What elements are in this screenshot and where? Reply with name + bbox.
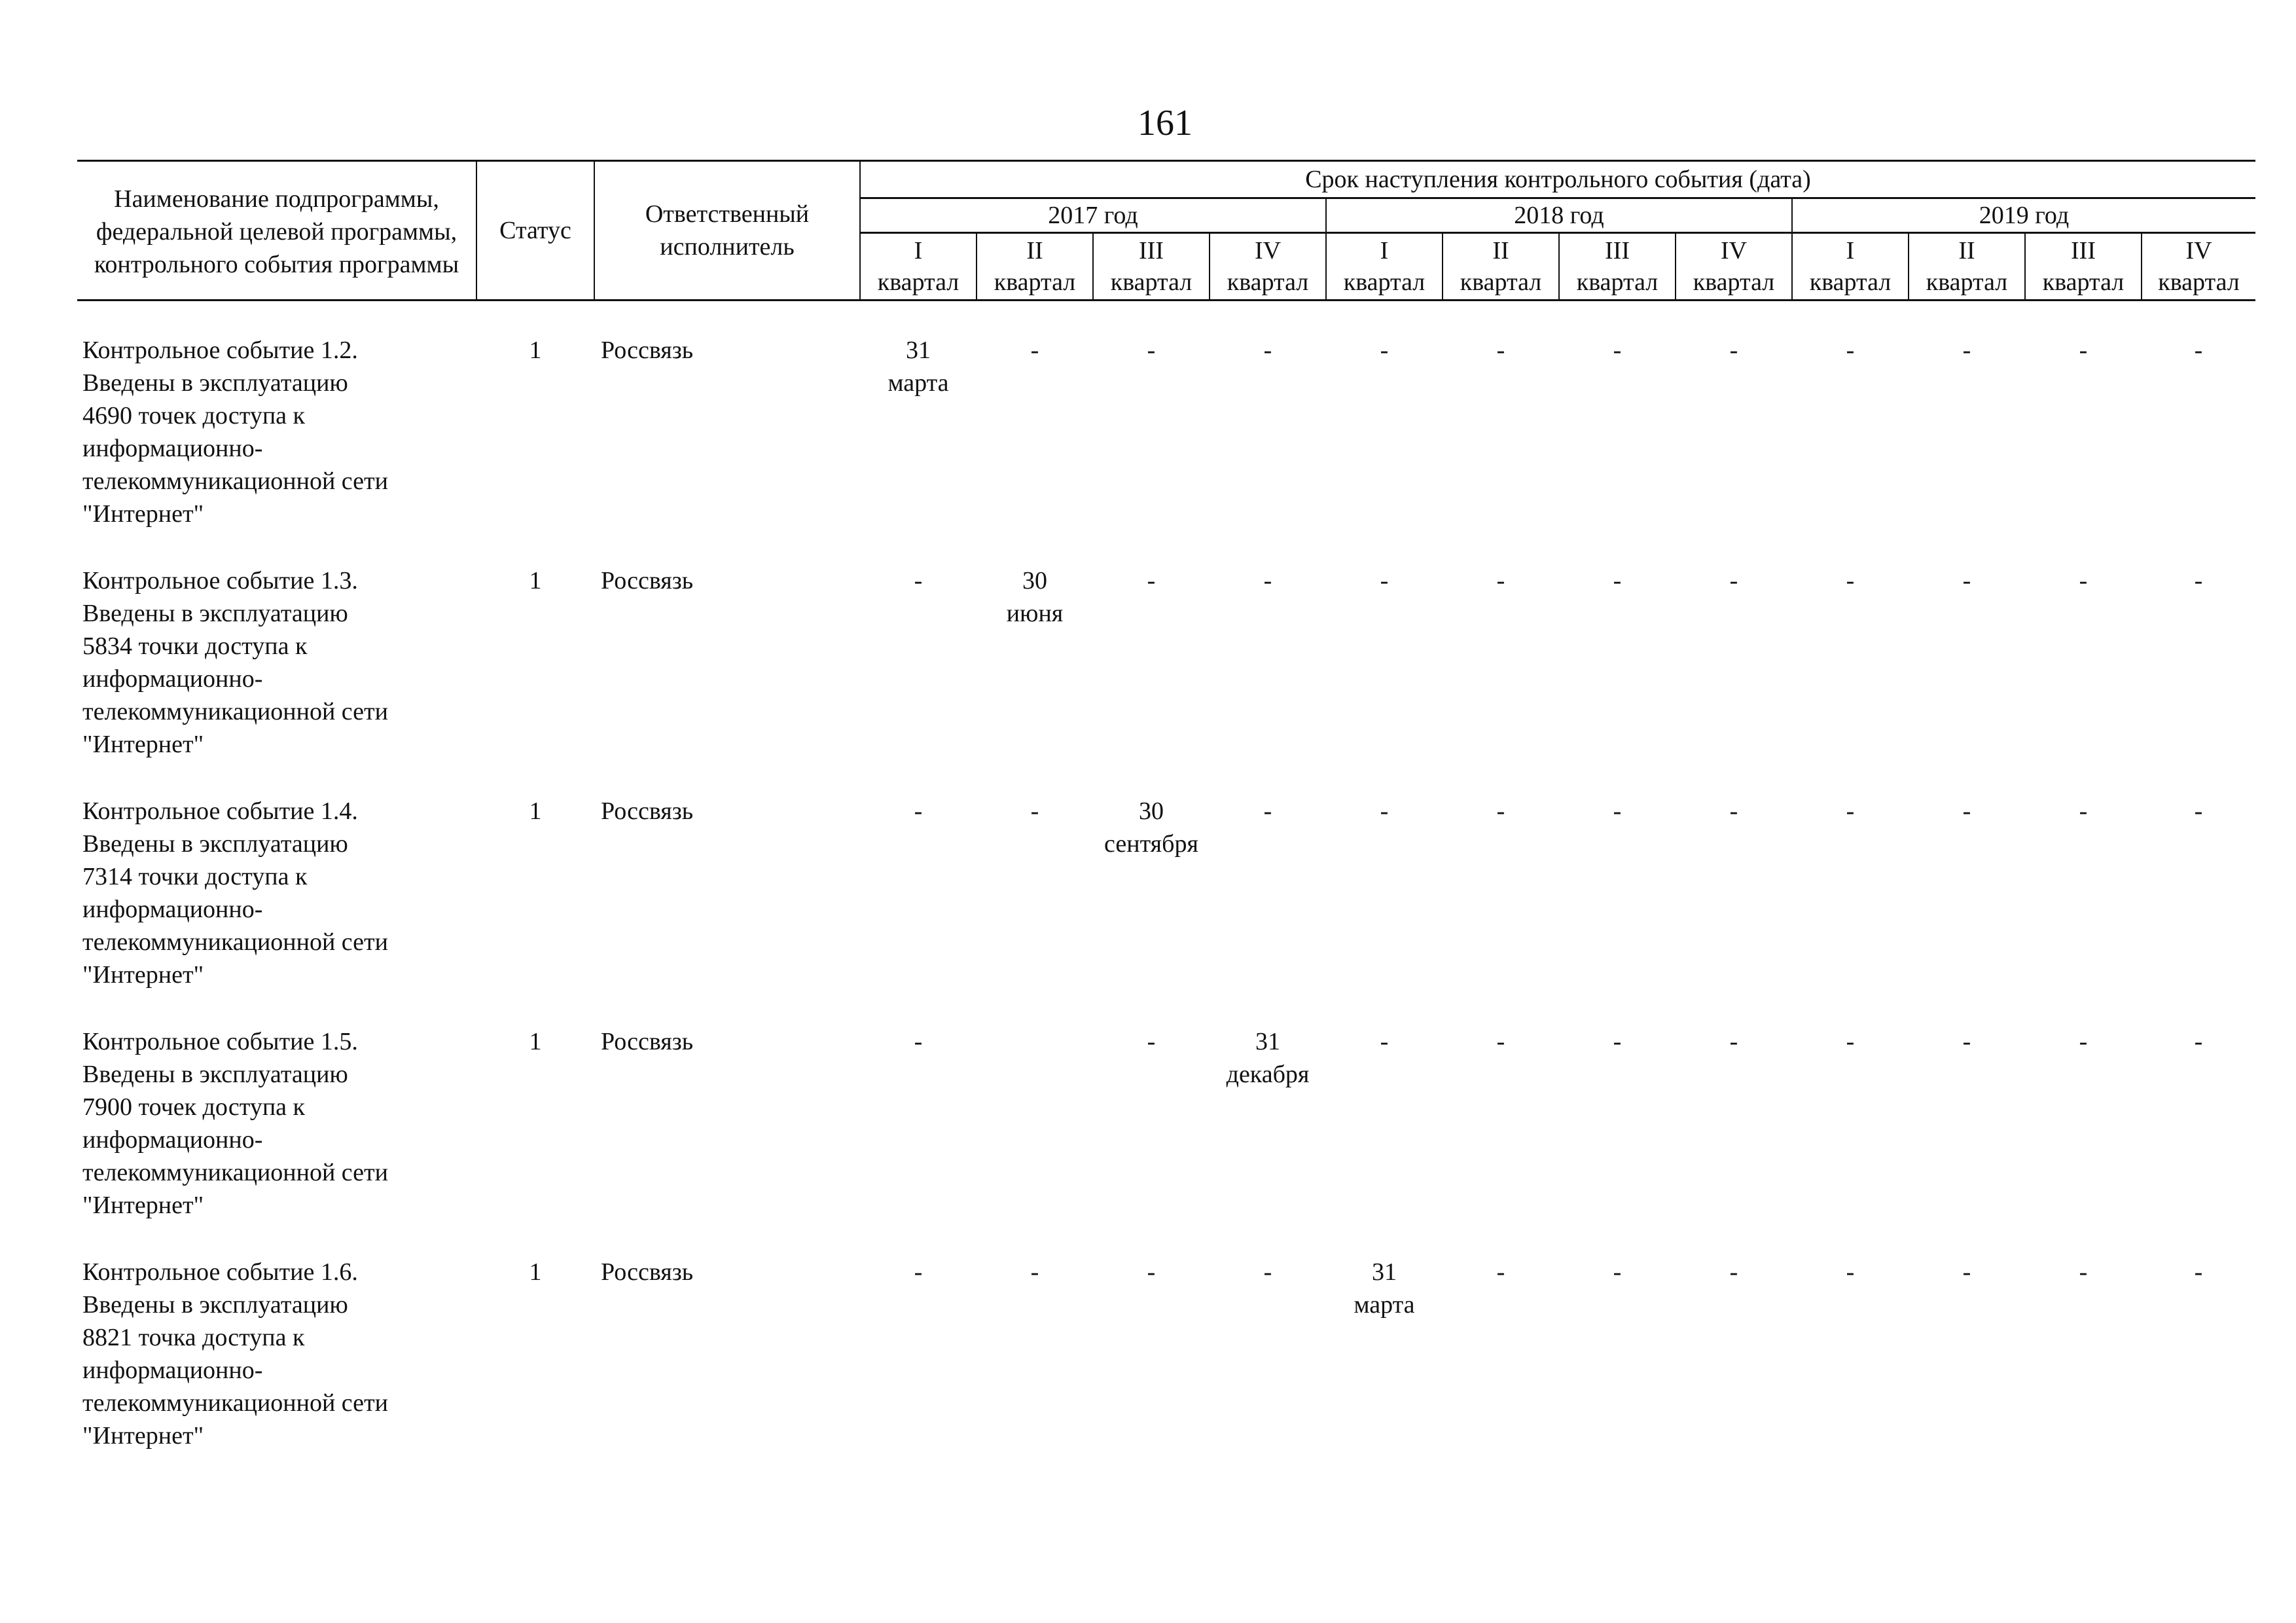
cell-quarter-11	[2025, 795, 2142, 1025]
cell-quarter-4-text: -	[1263, 1258, 1272, 1286]
header-quarter-number: II	[1492, 237, 1509, 264]
cell-quarter-12-text: -	[2194, 567, 2203, 594]
cell-quarter-4-text: -	[1263, 567, 1272, 594]
cell-quarter-5-text: -	[1380, 797, 1389, 825]
cell-quarter-5	[1326, 795, 1443, 1025]
cell-quarter-9-text: -	[1846, 337, 1855, 364]
cell-quarter-6	[1443, 1025, 1559, 1256]
cell-status	[476, 564, 594, 795]
cell-quarter-8-text: -	[1729, 337, 1738, 364]
cell-quarter-9-text: -	[1846, 797, 1855, 825]
cell-quarter-6-text: -	[1496, 1028, 1505, 1055]
cell-quarter-10-text: -	[1962, 1258, 1971, 1286]
header-quarter-word: квартал	[2042, 268, 2125, 296]
cell-responsible-text: Россвязь	[601, 1028, 694, 1055]
cell-status-text: 1	[529, 567, 542, 594]
cell-quarter-8	[1676, 1256, 1792, 1486]
cell-quarter-7	[1559, 1025, 1676, 1256]
header-quarter-12	[2142, 233, 2255, 301]
cell-status-text: 1	[529, 1028, 542, 1055]
header-quarter-2	[977, 233, 1093, 301]
header-responsible-text: Ответственный исполнитель	[645, 200, 810, 261]
cell-quarter-3-text: -	[1147, 1258, 1156, 1286]
cell-quarter-12	[2142, 1025, 2255, 1256]
cell-quarter-11-text: -	[2079, 567, 2088, 594]
header-quarter-10	[1909, 233, 2025, 301]
cell-quarter-9	[1792, 1256, 1909, 1486]
cell-quarter-2	[977, 1025, 1093, 1256]
cell-quarter-9	[1792, 334, 1909, 564]
header-quarter-word: квартал	[1693, 268, 1775, 296]
header-quarter-1	[860, 233, 977, 301]
cell-status	[476, 1025, 594, 1256]
header-name-text: Наименование подпрограммы, федеральной целевой программы, контрольного события программы	[94, 185, 459, 278]
table-row	[77, 1256, 2255, 1486]
cell-quarter-4-text: 31 декабря	[1226, 1028, 1310, 1088]
cell-quarter-3-text: -	[1147, 1028, 1156, 1055]
header-quarter-8	[1676, 233, 1792, 301]
cell-quarter-7-text: -	[1613, 1258, 1622, 1286]
cell-quarter-4	[1210, 1025, 1326, 1256]
cell-quarter-12	[2142, 334, 2255, 564]
header-quarter-number: III	[1139, 237, 1164, 264]
cell-status-text: 1	[529, 797, 542, 825]
table-row	[77, 334, 2255, 564]
header-quarter-word: квартал	[2158, 268, 2240, 296]
cell-status-text: 1	[529, 337, 542, 364]
cell-quarter-6	[1443, 1256, 1559, 1486]
header-quarter-number: I	[914, 237, 923, 264]
cell-quarter-3	[1093, 795, 1210, 1025]
cell-quarter-1-text: -	[914, 567, 923, 594]
cell-quarter-7-text: -	[1613, 337, 1622, 364]
cell-quarter-4	[1210, 1256, 1326, 1486]
page-number: 161	[1138, 103, 1193, 143]
cell-quarter-7	[1559, 795, 1676, 1025]
cell-quarter-7	[1559, 564, 1676, 795]
cell-quarter-1-text: -	[914, 797, 923, 825]
cell-responsible-text: Россвязь	[601, 1258, 694, 1286]
table-header	[77, 161, 2255, 301]
header-quarter-word: квартал	[994, 268, 1076, 296]
cell-quarter-8-text: -	[1729, 1028, 1738, 1055]
table-spacer-row	[77, 301, 2255, 335]
table-row	[77, 564, 2255, 795]
header-name	[77, 161, 476, 301]
cell-quarter-9	[1792, 795, 1909, 1025]
cell-responsible-text: Россвязь	[601, 567, 694, 594]
cell-quarter-6	[1443, 795, 1559, 1025]
cell-quarter-6-text: -	[1496, 567, 1505, 594]
header-quarter-number: IV	[1254, 237, 1282, 264]
cell-quarter-2-text: -	[1030, 1258, 1039, 1286]
header-deadline: Срок наступления контрольного события (дата)	[860, 161, 2255, 198]
cell-quarter-10-text: -	[1962, 1028, 1971, 1055]
cell-quarter-10	[1909, 564, 2025, 795]
cell-quarter-6	[1443, 334, 1559, 564]
header-quarter-number: IV	[1720, 237, 1748, 264]
table-row	[77, 795, 2255, 1025]
cell-quarter-3	[1093, 564, 1210, 795]
cell-responsible-text: Россвязь	[601, 797, 694, 825]
header-year-2019: 2019 год	[1792, 198, 2255, 233]
cell-quarter-1-text: -	[914, 1028, 923, 1055]
cell-quarter-2	[977, 334, 1093, 564]
header-status: Статус	[476, 161, 594, 301]
cell-quarter-2-text: -	[1030, 337, 1039, 364]
cell-quarter-5-text: -	[1380, 1028, 1389, 1055]
cell-quarter-1	[860, 795, 977, 1025]
cell-quarter-11-text: -	[2079, 797, 2088, 825]
cell-status-text: 1	[529, 1258, 542, 1286]
table-body	[77, 301, 2255, 1487]
cell-quarter-10-text: -	[1962, 567, 1971, 594]
cell-quarter-2	[977, 795, 1093, 1025]
header-quarter-number: III	[2071, 237, 2096, 264]
cell-quarter-11	[2025, 334, 2142, 564]
header-quarter-3	[1093, 233, 1210, 301]
header-quarter-word: квартал	[1576, 268, 1659, 296]
cell-responsible	[594, 334, 860, 564]
cell-event-name	[77, 1025, 476, 1256]
cell-quarter-3-text: -	[1147, 337, 1156, 364]
cell-quarter-4-text: -	[1263, 337, 1272, 364]
cell-event-name-text: Контрольное событие 1.5. Введены в эксплуатацию 7900 точек доступа к информационно- телекоммуникационной сети "Интернет"	[82, 1028, 388, 1219]
header-quarter-7	[1559, 233, 1676, 301]
header-quarter-number: I	[1380, 237, 1389, 264]
header-quarter-6	[1443, 233, 1559, 301]
cell-event-name-text: Контрольное событие 1.6. Введены в эксплуатацию 8821 точка доступа к информационно- телекоммуникационной сети "Интернет"	[82, 1258, 388, 1450]
cell-event-name	[77, 564, 476, 795]
cell-quarter-2-text: 30 июня	[1006, 567, 1064, 627]
cell-quarter-4	[1210, 334, 1326, 564]
cell-quarter-10-text: -	[1962, 797, 1971, 825]
cell-quarter-4-text: -	[1263, 797, 1272, 825]
cell-quarter-12	[2142, 564, 2255, 795]
cell-quarter-1-text: -	[914, 1258, 923, 1286]
cell-quarter-1	[860, 334, 977, 564]
header-quarter-5	[1326, 233, 1443, 301]
cell-quarter-8-text: -	[1729, 797, 1738, 825]
cell-responsible	[594, 795, 860, 1025]
cell-quarter-3-text: 30 сентября	[1104, 797, 1198, 858]
cell-quarter-9-text: -	[1846, 567, 1855, 594]
cell-quarter-9-text: -	[1846, 1258, 1855, 1286]
cell-quarter-7-text: -	[1613, 567, 1622, 594]
cell-quarter-8	[1676, 334, 1792, 564]
cell-quarter-8	[1676, 564, 1792, 795]
cell-quarter-7	[1559, 334, 1676, 564]
cell-quarter-3	[1093, 1256, 1210, 1486]
header-quarter-word: квартал	[877, 268, 960, 296]
cell-quarter-3	[1093, 1025, 1210, 1256]
cell-quarter-4	[1210, 795, 1326, 1025]
cell-quarter-12-text: -	[2194, 337, 2203, 364]
cell-quarter-7	[1559, 1256, 1676, 1486]
cell-quarter-10	[1909, 1256, 2025, 1486]
cell-quarter-12-text: -	[2194, 1258, 2203, 1286]
cell-quarter-5	[1326, 1256, 1443, 1486]
cell-quarter-1	[860, 1256, 977, 1486]
cell-quarter-12	[2142, 795, 2255, 1025]
cell-quarter-11-text: -	[2079, 1258, 2088, 1286]
cell-event-name	[77, 1256, 476, 1486]
cell-quarter-5	[1326, 334, 1443, 564]
cell-quarter-1	[860, 564, 977, 795]
table-row	[77, 1025, 2255, 1256]
cell-quarter-12	[2142, 1256, 2255, 1486]
header-quarter-number: II	[1958, 237, 1975, 264]
control-events-table	[77, 160, 2255, 1486]
cell-quarter-9	[1792, 564, 1909, 795]
cell-quarter-6	[1443, 564, 1559, 795]
cell-quarter-11-text: -	[2079, 1028, 2088, 1055]
cell-quarter-11	[2025, 1256, 2142, 1486]
cell-event-name-text: Контрольное событие 1.3. Введены в эксплуатацию 5834 точки доступа к информационно- телекоммуникационной сети "Интернет"	[82, 567, 388, 758]
cell-quarter-5-text: -	[1380, 337, 1389, 364]
cell-event-name-text: Контрольное событие 1.2. Введены в эксплуатацию 4690 точек доступа к информационно- телекоммуникационной сети "Интернет"	[82, 337, 388, 528]
cell-quarter-2	[977, 564, 1093, 795]
cell-responsible	[594, 1256, 860, 1486]
cell-quarter-3-text: -	[1147, 567, 1156, 594]
header-quarter-word: квартал	[1460, 268, 1542, 296]
cell-event-name	[77, 334, 476, 564]
cell-quarter-8	[1676, 1025, 1792, 1256]
cell-quarter-9-text: -	[1846, 1028, 1855, 1055]
cell-quarter-10	[1909, 1025, 2025, 1256]
header-responsible	[594, 161, 860, 301]
cell-quarter-3	[1093, 334, 1210, 564]
table-spacer-cell	[77, 301, 2255, 335]
cell-quarter-2-text: -	[1030, 797, 1039, 825]
cell-quarter-8	[1676, 795, 1792, 1025]
cell-quarter-8-text: -	[1729, 567, 1738, 594]
cell-quarter-12-text: -	[2194, 1028, 2203, 1055]
cell-quarter-10-text: -	[1962, 337, 1971, 364]
cell-status	[476, 334, 594, 564]
cell-event-name-text: Контрольное событие 1.4. Введены в эксплуатацию 7314 точки доступа к информационно- телекоммуникационной сети "Интернет"	[82, 797, 388, 989]
cell-quarter-1	[860, 1025, 977, 1256]
cell-responsible	[594, 1025, 860, 1256]
cell-quarter-5-text: 31 марта	[1354, 1258, 1415, 1319]
cell-quarter-11-text: -	[2079, 337, 2088, 364]
header-quarter-4	[1210, 233, 1326, 301]
cell-quarter-6-text: -	[1496, 337, 1505, 364]
header-year-2018: 2018 год	[1326, 198, 1792, 233]
cell-quarter-6-text: -	[1496, 797, 1505, 825]
header-quarter-number: IV	[2185, 237, 2212, 264]
cell-responsible	[594, 564, 860, 795]
header-quarter-9	[1792, 233, 1909, 301]
header-quarter-number: I	[1846, 237, 1855, 264]
cell-status	[476, 1256, 594, 1486]
header-quarter-number: III	[1605, 237, 1630, 264]
cell-quarter-4	[1210, 564, 1326, 795]
cell-event-name	[77, 795, 476, 1025]
header-year-2017: 2017 год	[860, 198, 1326, 233]
cell-quarter-7-text: -	[1613, 1028, 1622, 1055]
cell-quarter-8-text: -	[1729, 1258, 1738, 1286]
cell-quarter-7-text: -	[1613, 797, 1622, 825]
cell-quarter-10	[1909, 334, 2025, 564]
header-quarter-word: квартал	[1110, 268, 1193, 296]
header-quarter-word: квартал	[1343, 268, 1426, 296]
cell-quarter-1-text: 31 марта	[888, 337, 949, 397]
header-quarter-number: II	[1026, 237, 1043, 264]
cell-status	[476, 795, 594, 1025]
header-quarter-word: квартал	[1227, 268, 1309, 296]
cell-quarter-11	[2025, 564, 2142, 795]
header-quarter-11	[2025, 233, 2142, 301]
cell-quarter-5	[1326, 1025, 1443, 1256]
cell-quarter-6-text: -	[1496, 1258, 1505, 1286]
header-quarter-word: квартал	[1809, 268, 1892, 296]
header-quarter-word: квартал	[1926, 268, 2008, 296]
cell-responsible-text: Россвязь	[601, 337, 694, 364]
control-events-table-container	[77, 160, 2255, 1486]
cell-quarter-10	[1909, 795, 2025, 1025]
cell-quarter-9	[1792, 1025, 1909, 1256]
cell-quarter-12-text: -	[2194, 797, 2203, 825]
cell-quarter-2	[977, 1256, 1093, 1486]
cell-quarter-5-text: -	[1380, 567, 1389, 594]
cell-quarter-5	[1326, 564, 1443, 795]
cell-quarter-11	[2025, 1025, 2142, 1256]
